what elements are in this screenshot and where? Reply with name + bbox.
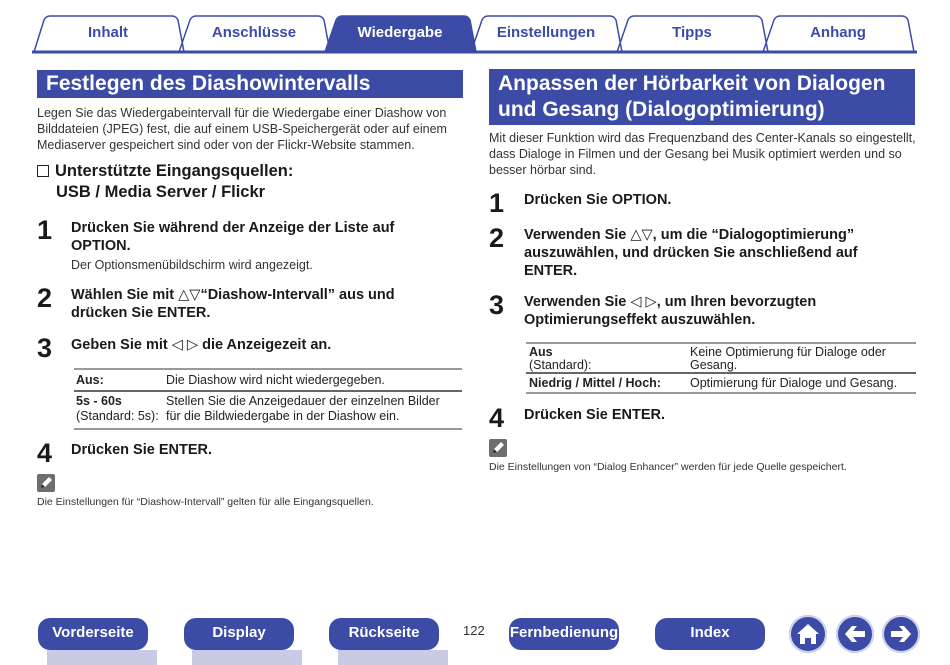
fernbedienung-button[interactable]: Fernbedienung xyxy=(509,618,619,650)
left-step-2-line1: Wählen Sie mit △▽“Diashow-Intervall” aus und xyxy=(71,287,395,303)
left-step-1-line1: Drücken Sie während der Anzeige der Liste auf xyxy=(71,220,395,236)
interval-options-table xyxy=(74,368,462,430)
home-icon xyxy=(789,615,827,653)
rueckseite-button[interactable]: Rückseite xyxy=(329,618,439,650)
right-note-text: Die Einstellungen von “Dialog Enhancer” werden für jede Quelle gespeichert. xyxy=(489,461,847,473)
back-arrow-icon xyxy=(836,615,874,653)
tab-einstellungen[interactable]: Einstellungen xyxy=(496,24,596,41)
left-step-4-text: Drücken Sie ENTER. xyxy=(71,442,213,458)
tab-wiedergabe[interactable]: Wiedergabe xyxy=(357,24,443,41)
left-step-1-text xyxy=(71,219,461,255)
right-intro-text: Mit dieser Funktion wird das Frequenzband des Center-Kanals so eingestellt, dass Dialoge in Filmen und der Gesang bei Musik optimiert werden und so besser hörbar sind. xyxy=(489,131,916,177)
tab-bar xyxy=(32,14,917,54)
table-row-1-value: Die Diashow wird nicht wiedergegeben. xyxy=(166,373,385,387)
home-button[interactable] xyxy=(789,615,827,653)
left-step-1-line2: OPTION. xyxy=(71,238,131,254)
sources-heading-line1: Unterstützte Eingangsquellen: xyxy=(55,162,294,180)
table-row-1-key: Aus: xyxy=(76,373,104,387)
right-step-2-line2: auszuwählen, und drücken Sie anschließend auf xyxy=(524,245,858,261)
right-step-4-number: 4 xyxy=(489,403,505,433)
left-step-2-text xyxy=(71,286,461,322)
nav-shadow xyxy=(47,650,157,665)
right-step-3-text xyxy=(524,293,914,329)
pencil-note-icon xyxy=(37,474,55,492)
forward-arrow-icon xyxy=(882,615,920,653)
right-table-row-1-value2: Gesang. xyxy=(690,358,738,372)
left-step-1-note: Der Optionsmenübildschirm wird angezeigt. xyxy=(71,258,313,272)
right-section-title xyxy=(489,69,915,125)
left-intro-text: Legen Sie das Wiedergabeintervall für die Wiedergabe einer Diashow von Bilddateien (JPEG) fest, die auf einem USB-Speichergerät oder auf einem Mediaserver gespeichert sind oder von der Flickr-Website stammen. xyxy=(37,106,447,152)
nav-shadow xyxy=(338,650,448,665)
left-step-4-number: 4 xyxy=(37,438,53,468)
supported-sources-heading xyxy=(37,161,465,203)
right-step-1-text: Drücken Sie OPTION. xyxy=(524,192,672,208)
left-step-3-number: 3 xyxy=(37,333,53,363)
right-title-line1: Anpassen der Hörbarkeit von Dialogen xyxy=(498,72,886,95)
pencil-icon xyxy=(489,439,507,457)
left-step-2-line2: drücken Sie ENTER. xyxy=(71,305,211,321)
page-number: 122 xyxy=(463,623,485,638)
right-table-row-2-value: Optimierung für Dialoge und Gesang. xyxy=(690,376,898,390)
right-step-2-text xyxy=(524,226,914,280)
left-note-text: Die Einstellungen für “Diashow-Intervall” gelten für alle Eingangsquellen. xyxy=(37,496,374,508)
dialog-options-table xyxy=(526,342,916,394)
table-row-2-value: Stellen Sie die Anzeigedauer der einzelnen Bilder xyxy=(166,394,440,408)
vorderseite-button[interactable]: Vorderseite xyxy=(38,618,148,650)
left-step-3-text: Geben Sie mit ◁ ▷ die Anzeigezeit an. xyxy=(71,337,332,353)
right-step-3-number: 3 xyxy=(489,290,505,320)
left-section-title: Festlegen des Diashowintervalls xyxy=(37,70,463,98)
right-step-4-text: Drücken Sie ENTER. xyxy=(524,407,666,423)
left-step-2-number: 2 xyxy=(37,283,53,313)
pencil-note-icon xyxy=(489,439,507,457)
table-row-2-key: 5s - 60s xyxy=(76,394,122,408)
right-table-row-1-key: Aus xyxy=(529,345,553,359)
right-table-row-1-key2: (Standard): xyxy=(529,358,592,372)
right-table-row-2-key: Niedrig / Mittel / Hoch: xyxy=(529,376,661,390)
table-row-2-value2: für die Bildwiedergabe in der Diashow ein. xyxy=(166,409,400,423)
right-table-row-1-value: Keine Optimierung für Dialoge oder xyxy=(690,345,886,359)
tab-tipps[interactable]: Tipps xyxy=(672,24,712,41)
right-step-2-line3: ENTER. xyxy=(524,263,578,279)
right-step-2-line1: Verwenden Sie △▽, um die “Dialogoptimierung” xyxy=(524,227,855,243)
sources-heading-line2: USB / Media Server / Flickr xyxy=(56,183,266,201)
back-button[interactable] xyxy=(836,615,874,653)
pencil-icon xyxy=(37,474,55,492)
checkbox-icon xyxy=(37,165,49,177)
forward-button[interactable] xyxy=(882,615,920,653)
right-step-3-line1: Verwenden Sie ◁ ▷, um Ihren bevorzugten xyxy=(524,294,817,310)
nav-shadow xyxy=(192,650,302,665)
right-step-2-number: 2 xyxy=(489,223,505,253)
display-button[interactable]: Display xyxy=(184,618,294,650)
left-step-1-number: 1 xyxy=(37,215,53,245)
right-title-line2: und Gesang (Dialogoptimierung) xyxy=(498,98,825,121)
tab-anschluesse[interactable]: Anschlüsse xyxy=(211,24,297,41)
index-button[interactable]: Index xyxy=(655,618,765,650)
right-step-1-number: 1 xyxy=(489,188,505,218)
table-row-2-key2: (Standard: 5s): xyxy=(76,409,159,423)
right-step-3-line2: Optimierungseffekt auszuwählen. xyxy=(524,312,756,328)
tab-inhalt[interactable]: Inhalt xyxy=(88,24,128,41)
tab-anhang[interactable]: Anhang xyxy=(810,24,866,41)
